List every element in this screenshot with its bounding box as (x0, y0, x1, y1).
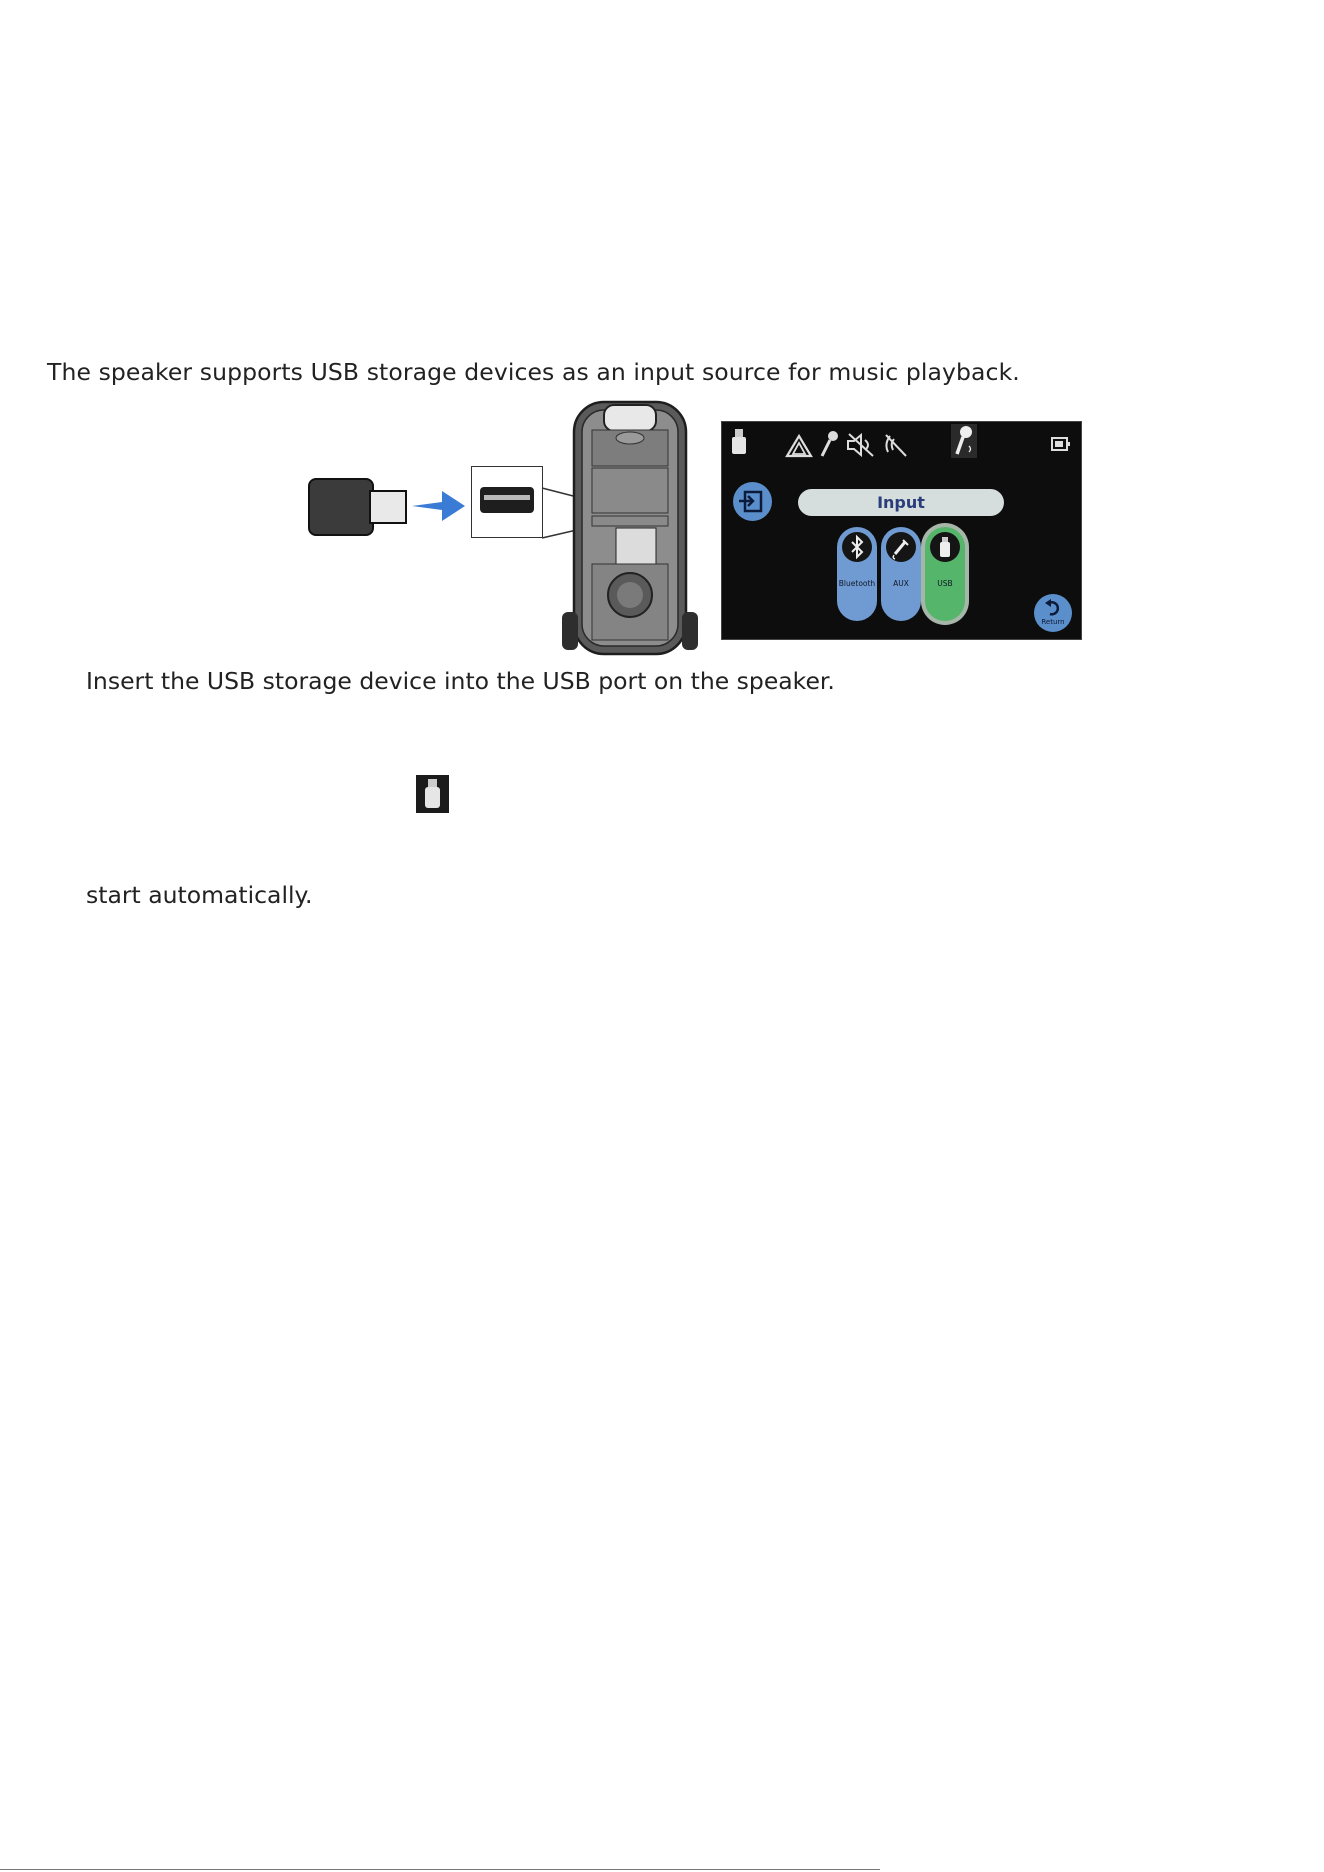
input-icon (733, 482, 772, 521)
source-label-usb: USB (937, 579, 953, 588)
aux-cable-icon (886, 532, 916, 562)
usb-inline-icon (416, 775, 449, 813)
bluetooth-icon (842, 532, 872, 562)
usb-port-icon (472, 467, 541, 536)
wireless-mic-status-icon (951, 424, 977, 458)
usb-port-callout (471, 466, 543, 538)
no-signal-status-icon (882, 432, 910, 458)
battery-status-icon (1051, 437, 1071, 451)
return-icon (1034, 594, 1072, 620)
input-title: Input (798, 489, 1004, 516)
mic-status-icon (818, 430, 840, 458)
source-button-aux[interactable] (881, 527, 921, 621)
step-insert-usb: Insert the USB storage device into the USB port on the speaker. (86, 667, 835, 695)
source-button-usb[interactable] (925, 527, 965, 621)
triangle-status-icon (785, 434, 813, 458)
step-start-automatically: start automatically. (86, 881, 313, 909)
return-label: Return (1041, 618, 1065, 626)
insert-arrow-icon (412, 488, 466, 524)
usb-icon (930, 532, 960, 562)
mute-status-icon (846, 432, 876, 458)
return-button[interactable] (1034, 594, 1072, 632)
source-label-bluetooth: Bluetooth (838, 579, 876, 588)
input-source-icon-button[interactable] (733, 482, 772, 521)
intro-paragraph: The speaker supports USB storage devices as an input source for music playback. (47, 358, 1020, 386)
source-button-bluetooth[interactable] (837, 527, 877, 621)
usb-status-icon (731, 429, 747, 455)
usb-stick-illustration (308, 478, 408, 536)
speaker-illustration (560, 400, 700, 656)
source-label-aux: AUX (893, 579, 909, 588)
footer-rule (0, 1869, 880, 1870)
speaker-display-screen (721, 421, 1082, 640)
